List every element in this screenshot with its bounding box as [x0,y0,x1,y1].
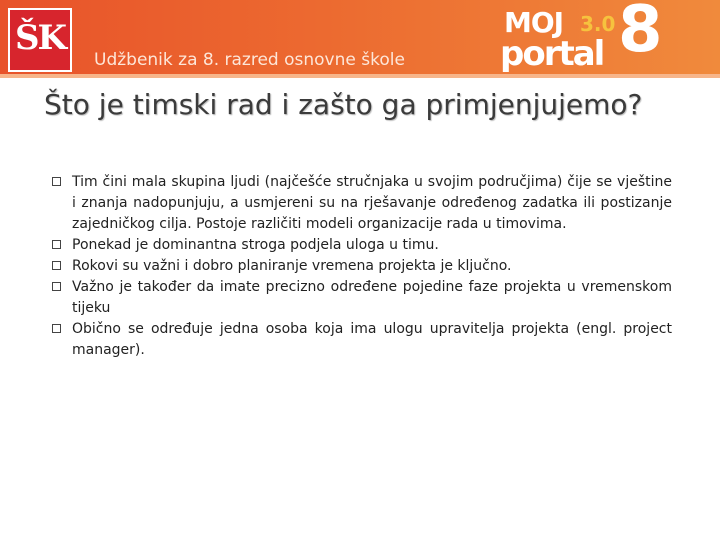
square-bullet-icon [52,282,61,291]
list-item [52,319,672,361]
list-item [52,235,672,256]
brand-line2: portal [500,34,604,74]
list-item-text: Ponekad je dominantna stroga podjela uloga u timu. [72,237,439,253]
list-item [52,277,672,319]
header-banner [0,0,720,78]
brand-grade: 8 [618,0,663,67]
square-bullet-icon [52,261,61,270]
list-item [52,256,672,277]
bullet-list [52,172,672,361]
list-item-text: Tim čini mala skupina ljudi (najčešće stručnjaka u svojim područjima) čije se vještine i znanja nadopunjuju, a usmjereni su na rješavanje određenog zadatka ili postizanje zajedničkog cilja. Postoje različiti modeli organizacije rada u timovima. [72,174,672,232]
moj-portal-brand [500,0,710,76]
brand-line1: MOJ [504,6,564,39]
square-bullet-icon [52,240,61,249]
list-item-text: Obično se određuje jedna osoba koja ima ulogu upravitelja projekta (engl. project manager). [72,321,672,358]
header-subtitle: Udžbenik za 8. razred osnovne škole [94,50,405,70]
logo-text: ŠK [14,18,66,58]
list-item-text: Važno je također da imate precizno određene pojedine faze projekta u vremenskom tijeku [72,279,672,316]
publisher-logo [8,8,72,72]
brand-version: 3.0 [580,12,616,36]
list-item [52,172,672,235]
list-item-text: Rokovi su važni i dobro planiranje vremena projekta je ključno. [72,258,512,274]
square-bullet-icon [52,324,61,333]
slide-title: Što je timski rad i zašto ga primjenjujemo? [44,88,643,121]
square-bullet-icon [52,177,61,186]
